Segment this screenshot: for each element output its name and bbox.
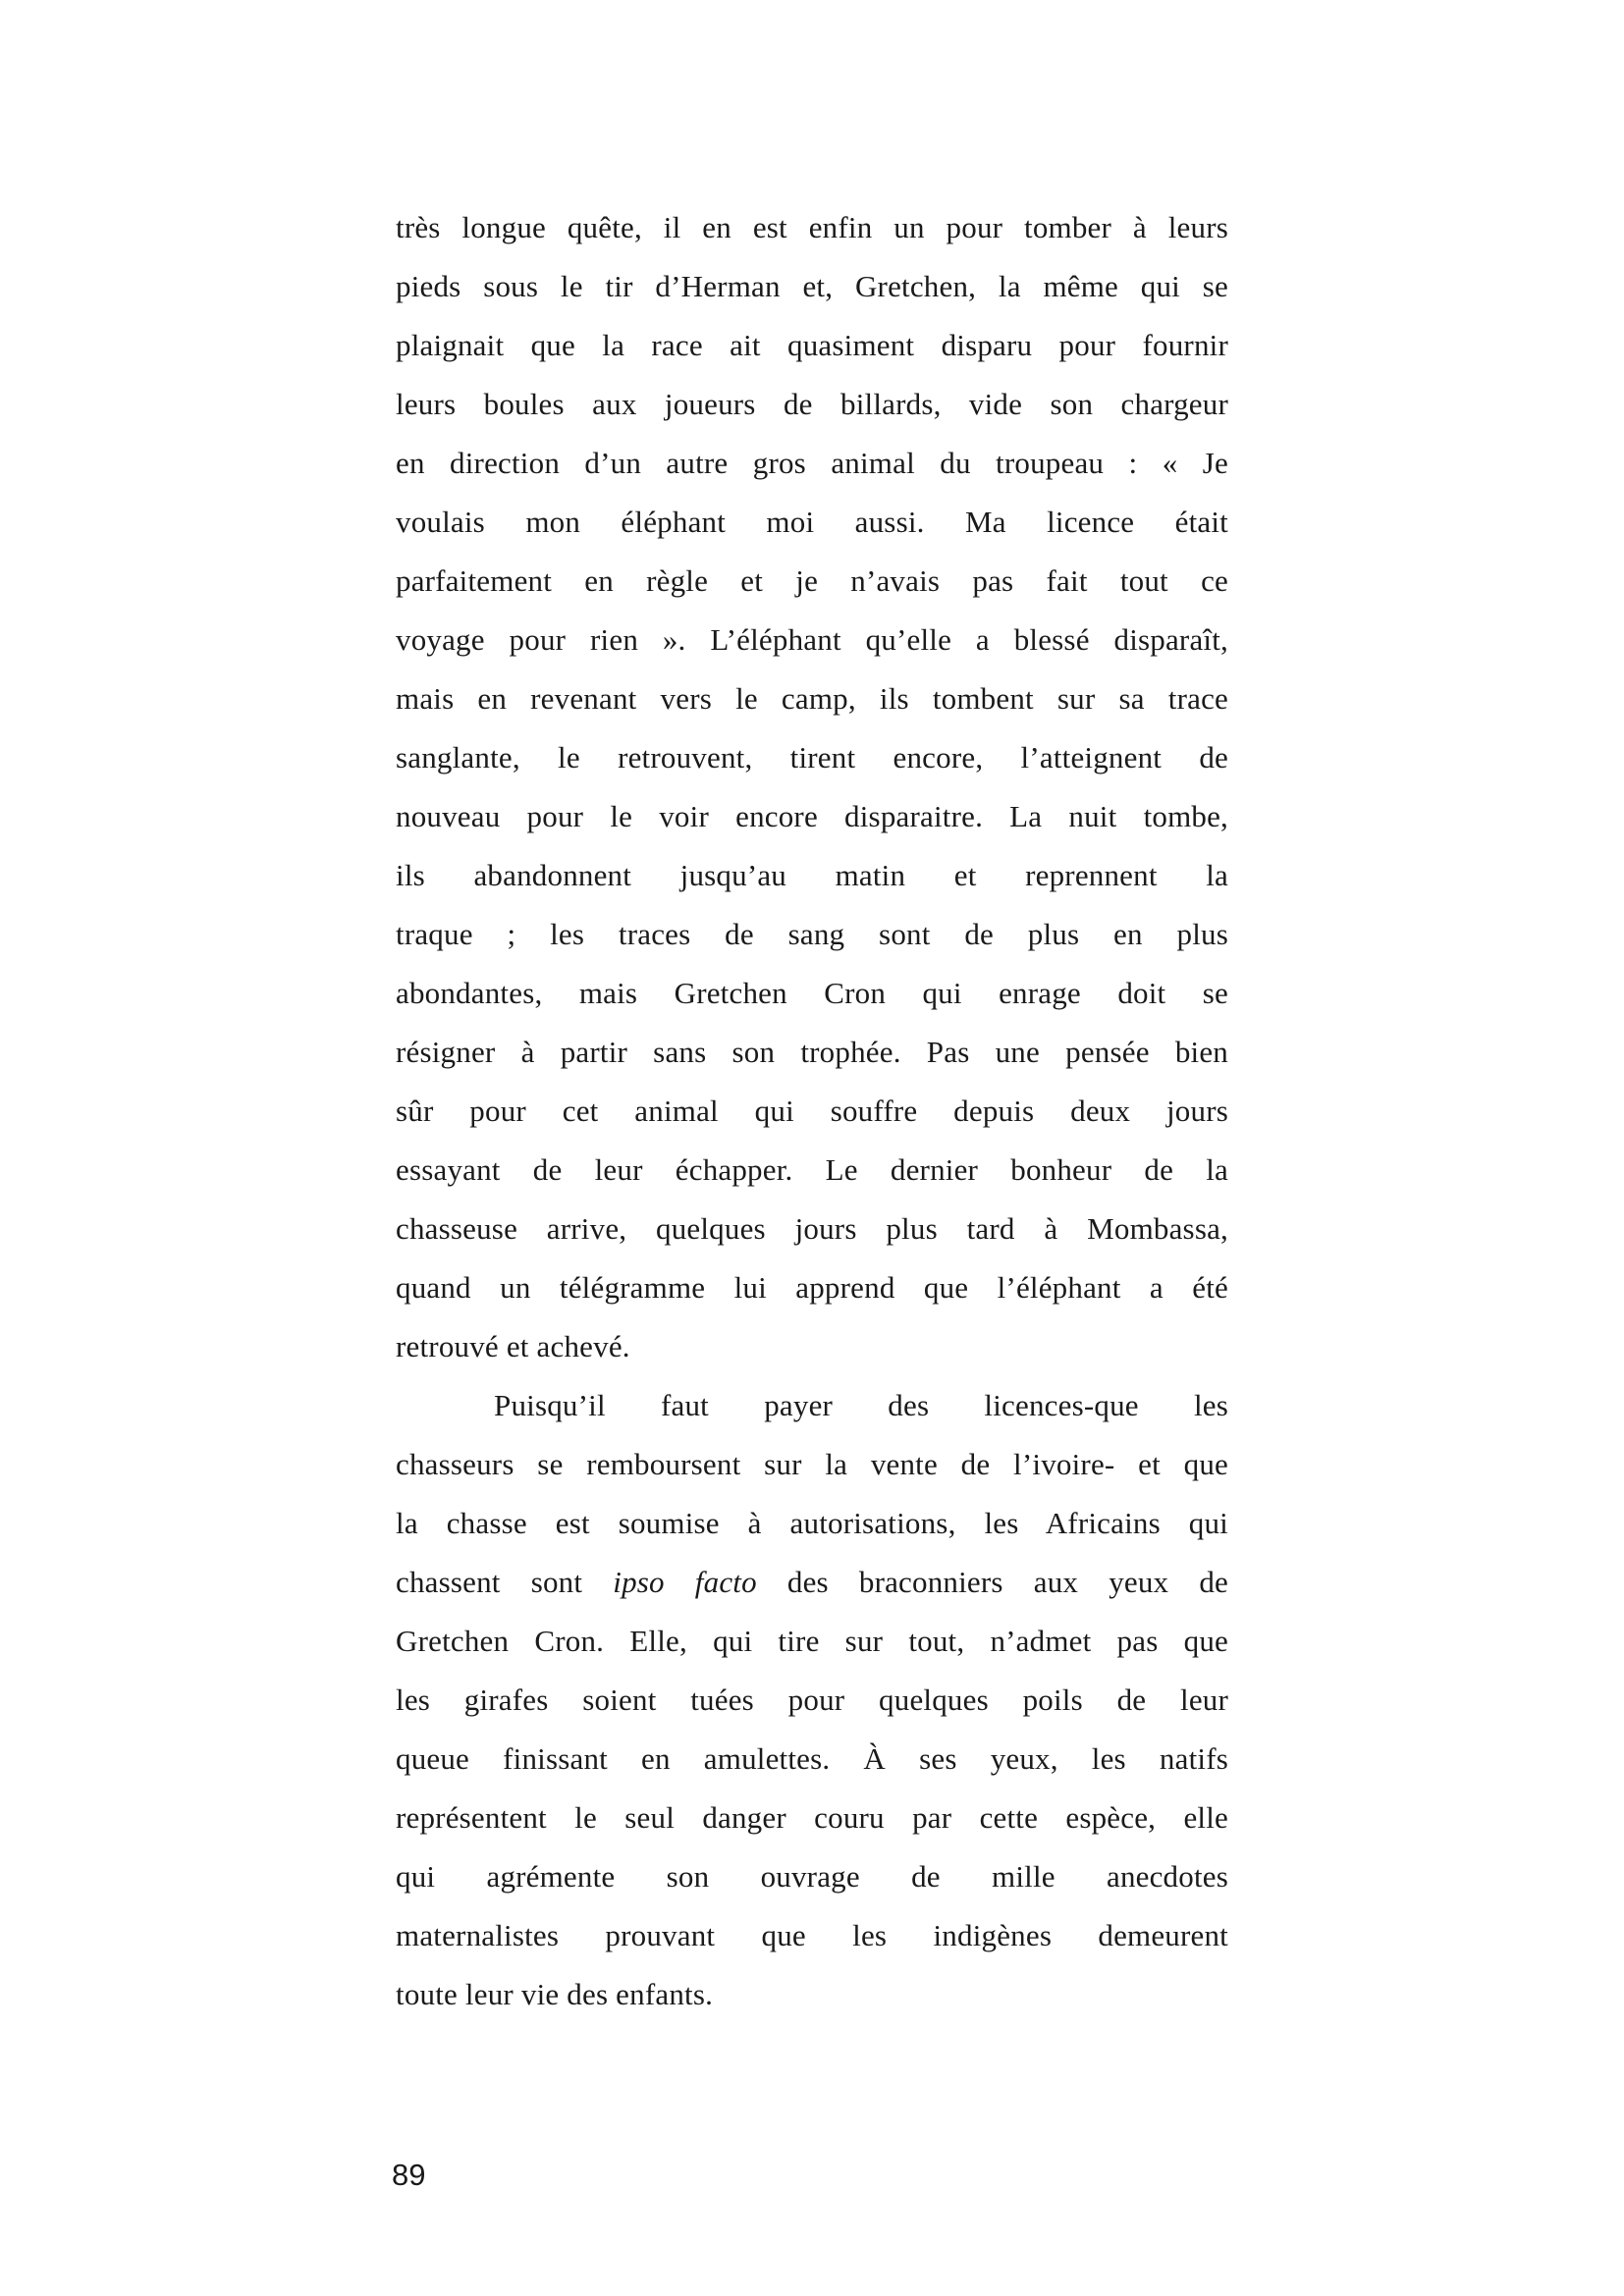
text-line: représentent le seul danger couru par cette espèce, elle	[396, 1800, 1228, 1835]
text-line: leurs boules aux joueurs de billards, vide son chargeur	[396, 387, 1228, 421]
text-line: Gretchen Cron. Elle, qui tire sur tout, n’admet pas que	[396, 1624, 1228, 1658]
text-line: ils abandonnent jusqu’au matin et reprennent la	[396, 858, 1228, 892]
text-line: retrouvé et achevé.	[396, 1329, 630, 1363]
text-line: très longue quête, il en est enfin un pour tomber à leurs	[396, 210, 1228, 244]
text-line: chassent sont ipso facto des braconniers aux yeux de	[396, 1565, 1228, 1599]
text-line: résigner à partir sans son trophée. Pas une pensée bien	[396, 1035, 1228, 1069]
text-line: sanglante, le retrouvent, tirent encore, l’atteignent de	[396, 740, 1228, 774]
text-line: pieds sous le tir d’Herman et, Gretchen, la même qui se	[396, 269, 1228, 303]
text-line: en direction d’un autre gros animal du troupeau : « Je	[396, 446, 1228, 480]
text-line: quand un télégramme lui apprend que l’éléphant a été	[396, 1270, 1228, 1305]
text-line: chasseurs se remboursent sur la vente de l’ivoire- et que	[396, 1447, 1228, 1481]
italic-phrase: ipso facto	[613, 1565, 757, 1599]
text-line: chasseuse arrive, quelques jours plus tard à Mombassa,	[396, 1211, 1228, 1246]
text-line: essayant de leur échapper. Le dernier bonheur de la	[396, 1152, 1228, 1187]
text-line: la chasse est soumise à autorisations, les Africains qui	[396, 1506, 1228, 1540]
text-line: plaignait que la race ait quasiment disparu pour fournir	[396, 328, 1228, 362]
text-line: mais en revenant vers le camp, ils tombent sur sa trace	[396, 681, 1228, 716]
text-line: voyage pour rien ». L’éléphant qu’elle a blessé disparaît,	[396, 622, 1228, 657]
body-text	[396, 198, 1228, 2024]
text-line: qui agrémente son ouvrage de mille anecdotes	[396, 1859, 1228, 1894]
text-line: toute leur vie des enfants.	[396, 1977, 714, 2011]
page-number: 89	[392, 2158, 426, 2192]
text-line: nouveau pour le voir encore disparaitre. La nuit tombe,	[396, 799, 1228, 833]
text-line: abondantes, mais Gretchen Cron qui enrage doit se	[396, 976, 1228, 1010]
text-line: parfaitement en règle et je n’avais pas fait tout ce	[396, 563, 1228, 598]
text-line: Puisqu’il faut payer des licences-que les	[494, 1388, 1228, 1422]
text-line: queue finissant en amulettes. À ses yeux, les natifs	[396, 1741, 1228, 1776]
text-line: les girafes soient tuées pour quelques poils de leur	[396, 1682, 1228, 1717]
text-line: voulais mon éléphant moi aussi. Ma licence était	[396, 505, 1228, 539]
text-line: traque ; les traces de sang sont de plus en plus	[396, 917, 1228, 951]
text-line: maternalistes prouvant que les indigènes demeurent	[396, 1918, 1228, 1952]
text-line: sûr pour cet animal qui souffre depuis deux jours	[396, 1094, 1228, 1128]
